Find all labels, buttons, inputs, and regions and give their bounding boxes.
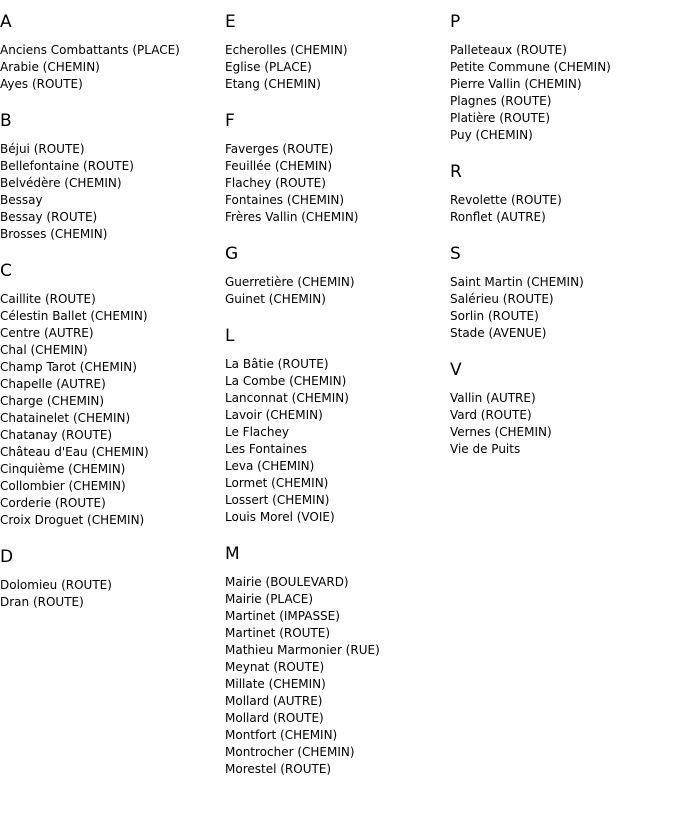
street-entry: Vard (ROUTE) (450, 408, 532, 422)
street-entry: Célestin Ballet (CHEMIN) (0, 309, 148, 323)
letter-heading: G (225, 244, 239, 264)
street-entry: Lossert (CHEMIN) (225, 493, 330, 507)
street-entry: Montrocher (CHEMIN) (225, 745, 355, 759)
street-list (225, 42, 450, 93)
street-entry: Platière (ROUTE) (450, 111, 551, 125)
street-entry: La Combe (CHEMIN) (225, 374, 347, 388)
letter-section-l (225, 326, 450, 526)
street-entry: Croix Droguet (CHEMIN) (0, 513, 145, 527)
street-entry: Charge (CHEMIN) (0, 394, 105, 408)
street-list (0, 141, 225, 243)
street-list (450, 390, 675, 458)
street-entry: Guerretière (CHEMIN) (225, 275, 355, 289)
street-entry: Eglise (PLACE) (225, 60, 312, 74)
street-entry: Echerolles (CHEMIN) (225, 43, 348, 57)
street-entry: Morestel (ROUTE) (225, 762, 332, 776)
index-column-3 (450, 0, 675, 458)
street-entry: Mairie (PLACE) (225, 592, 314, 606)
street-list (450, 274, 675, 342)
street-entry: Les Fontaines (225, 442, 307, 456)
street-entry: Plagnes (ROUTE) (450, 94, 552, 108)
street-list (450, 42, 675, 144)
letter-section-a (0, 12, 225, 93)
street-entry: Puy (CHEMIN) (450, 128, 533, 142)
street-entry: Béjui (ROUTE) (0, 142, 85, 156)
street-entry: Sorlin (ROUTE) (450, 309, 539, 323)
letter-heading: B (0, 111, 12, 131)
street-entry: Ayes (ROUTE) (0, 77, 83, 91)
street-entry: Lanconnat (CHEMIN) (225, 391, 349, 405)
street-entry: Mollard (ROUTE) (225, 711, 324, 725)
street-entry: Chatainelet (CHEMIN) (0, 411, 131, 425)
street-entry: Feuillée (CHEMIN) (225, 159, 333, 173)
street-entry: Chapelle (AUTRE) (0, 377, 106, 391)
letter-section-r (450, 162, 675, 226)
street-entry: Mollard (AUTRE) (225, 694, 323, 708)
street-entry: Stade (AVENUE) (450, 326, 547, 340)
street-entry: Centre (AUTRE) (0, 326, 94, 340)
letter-heading: A (0, 12, 12, 32)
letter-heading: S (450, 244, 461, 264)
letter-section-g (225, 244, 450, 308)
street-entry: Fontaines (CHEMIN) (225, 193, 345, 207)
street-entry: Corderie (ROUTE) (0, 496, 106, 510)
street-list (225, 141, 450, 226)
street-entry: Saint Martin (CHEMIN) (450, 275, 584, 289)
street-entry: Dolomieu (ROUTE) (0, 578, 112, 592)
letter-section-c (0, 261, 225, 529)
street-entry: Salérieu (ROUTE) (450, 292, 554, 306)
letter-heading: E (225, 12, 236, 32)
street-entry: Lavoir (CHEMIN) (225, 408, 323, 422)
street-entry: Leva (CHEMIN) (225, 459, 315, 473)
letter-section-p (450, 12, 675, 144)
letter-section-s (450, 244, 675, 342)
street-entry: Brosses (CHEMIN) (0, 227, 108, 241)
street-entry: Champ Tarot (CHEMIN) (0, 360, 137, 374)
street-entry: Faverges (ROUTE) (225, 142, 334, 156)
letter-heading: L (225, 326, 235, 346)
letter-heading: M (225, 544, 240, 564)
street-entry: Lormet (CHEMIN) (225, 476, 329, 490)
street-entry: Vie de Puits (450, 442, 521, 456)
street-entry: Collombier (CHEMIN) (0, 479, 126, 493)
street-entry: Petite Commune (CHEMIN) (450, 60, 611, 74)
street-list (225, 356, 450, 526)
street-entry: Belvédère (CHEMIN) (0, 176, 122, 190)
street-entry: Dran (ROUTE) (0, 595, 84, 609)
street-entry: Louis Morel (VOIE) (225, 510, 335, 524)
street-entry: Arabie (CHEMIN) (0, 60, 100, 74)
street-entry: Le Flachey (225, 425, 289, 439)
street-entry: Chatanay (ROUTE) (0, 428, 113, 442)
letter-section-m (225, 544, 450, 778)
street-entry: Ronflet (AUTRE) (450, 210, 546, 224)
street-entry: Bellefontaine (ROUTE) (0, 159, 134, 173)
street-entry: Cinquième (CHEMIN) (0, 462, 126, 476)
street-entry: Mathieu Marmonier (RUE) (225, 643, 380, 657)
street-entry: Palleteaux (ROUTE) (450, 43, 567, 57)
street-list (225, 274, 450, 308)
street-entry: Frères Vallin (CHEMIN) (225, 210, 359, 224)
index-column-2 (225, 0, 450, 778)
street-entry: Vernes (CHEMIN) (450, 425, 552, 439)
street-entry: Montfort (CHEMIN) (225, 728, 338, 742)
street-entry: Château d'Eau (CHEMIN) (0, 445, 149, 459)
street-entry: Martinet (IMPASSE) (225, 609, 340, 623)
street-entry: Millate (CHEMIN) (225, 677, 326, 691)
letter-section-v (450, 360, 675, 458)
street-entry: Martinet (ROUTE) (225, 626, 331, 640)
street-entry: Revolette (ROUTE) (450, 193, 562, 207)
street-list (225, 574, 450, 778)
letter-heading: V (450, 360, 462, 380)
street-entry: Caillite (ROUTE) (0, 292, 96, 306)
street-entry: Bessay (ROUTE) (0, 210, 98, 224)
letter-heading: C (0, 261, 12, 281)
letter-heading: D (0, 547, 14, 567)
street-entry: Mairie (BOULEVARD) (225, 575, 349, 589)
street-list (0, 577, 225, 611)
street-entry: Etang (CHEMIN) (225, 77, 321, 91)
letter-section-f (225, 111, 450, 226)
letter-section-b (0, 111, 225, 243)
letter-heading: R (450, 162, 462, 182)
street-list (450, 192, 675, 226)
street-entry: Pierre Vallin (CHEMIN) (450, 77, 582, 91)
street-entry: Bessay (0, 193, 43, 207)
street-entry: Chal (CHEMIN) (0, 343, 88, 357)
index-column-1 (0, 0, 225, 611)
street-entry: Guinet (CHEMIN) (225, 292, 326, 306)
street-entry: Flachey (ROUTE) (225, 176, 326, 190)
letter-heading: F (225, 111, 235, 131)
street-entry: La Bâtie (ROUTE) (225, 357, 329, 371)
street-entry: Vallin (AUTRE) (450, 391, 536, 405)
street-list (0, 291, 225, 529)
street-entry: Meynat (ROUTE) (225, 660, 325, 674)
street-entry: Anciens Combattants (PLACE) (0, 43, 180, 57)
letter-section-d (0, 547, 225, 611)
letter-heading: P (450, 12, 461, 32)
street-list (0, 42, 225, 93)
letter-section-e (225, 12, 450, 93)
